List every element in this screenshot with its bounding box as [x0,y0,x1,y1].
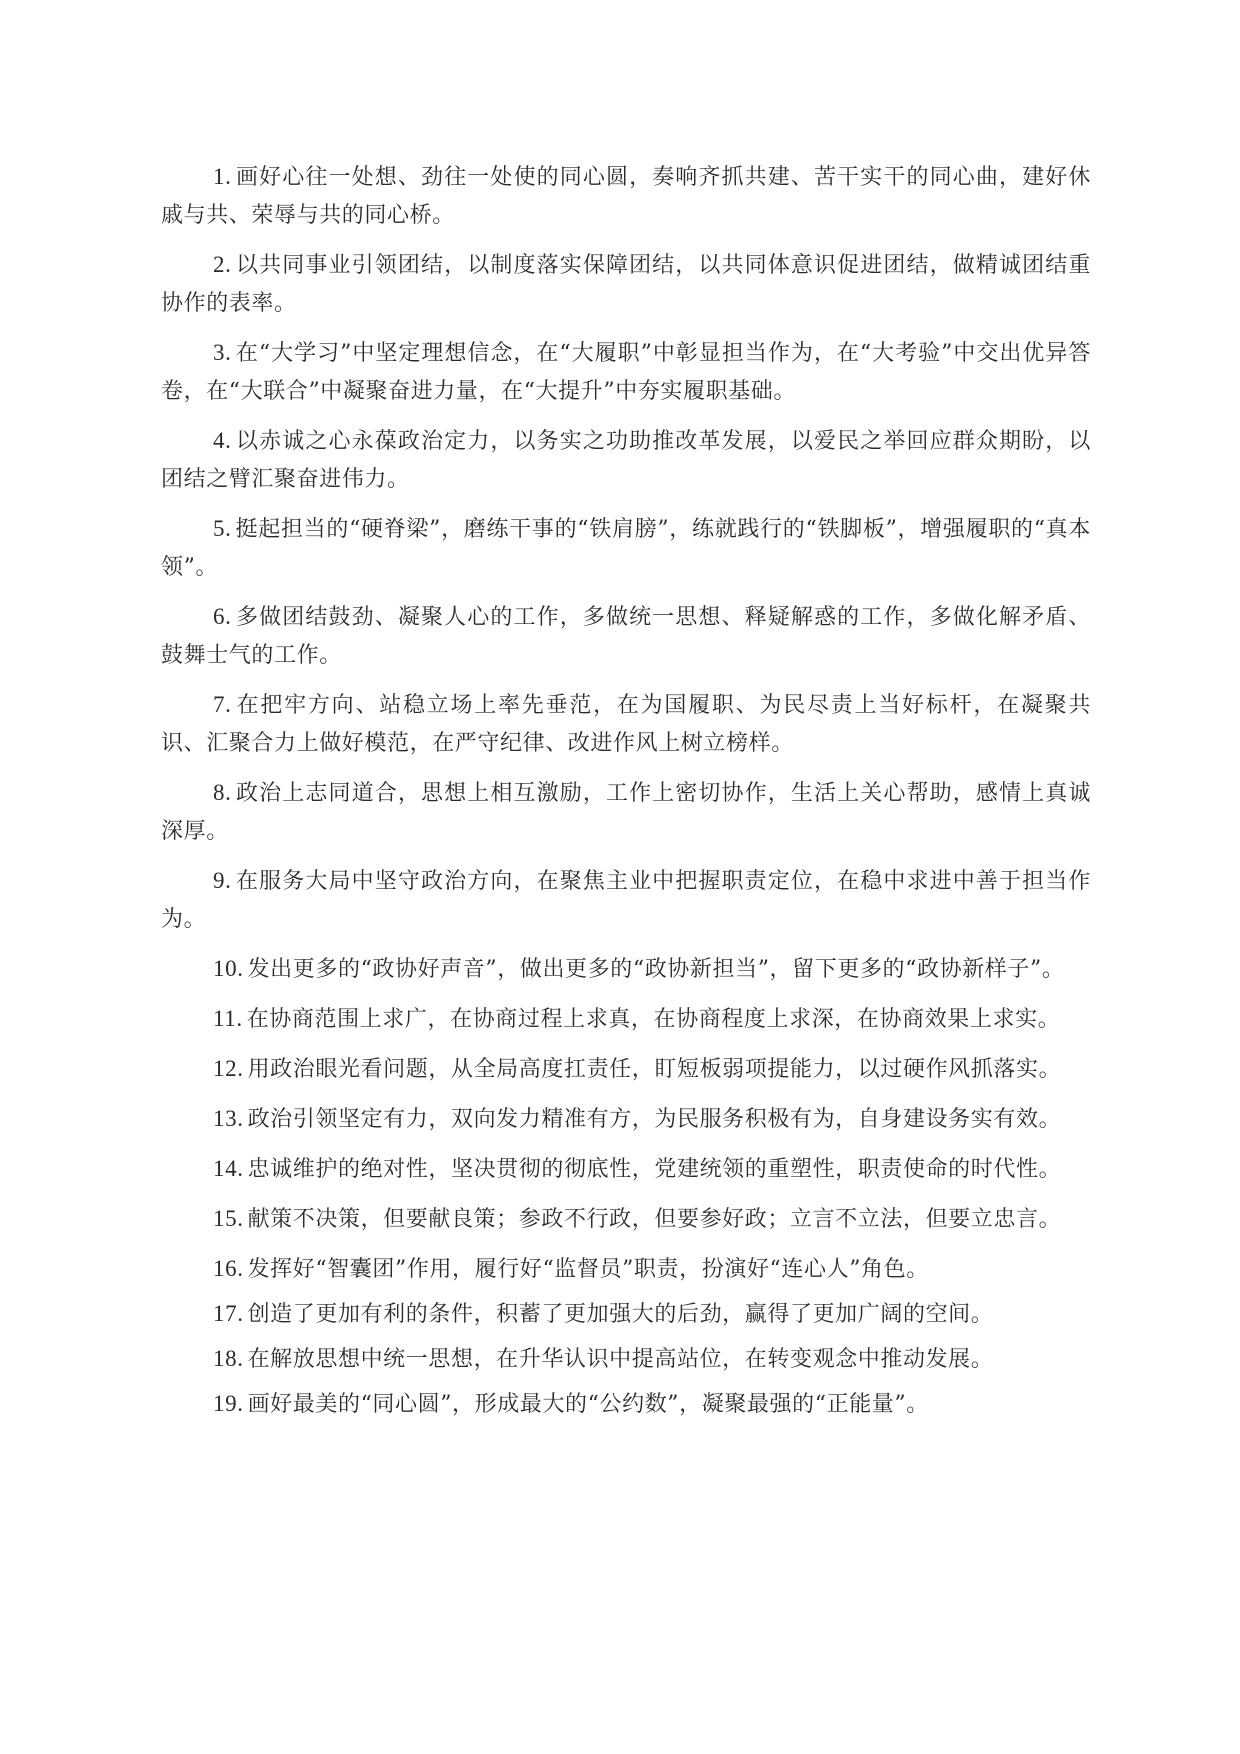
paragraph-number: 7. [213,692,232,717]
paragraph-number: 1. [213,164,232,189]
paragraph-number: 17. [213,1301,244,1326]
paragraph-number: 10. [213,956,244,981]
paragraph-number: 18. [213,1346,244,1371]
paragraph-text: 画好最美的“同心圆”，形成最大的“公约数”，凝聚最强的“正能量”。 [247,1392,929,1417]
paragraph-text: 在协商范围上求广，在协商过程上求真，在协商程度上求深，在协商效果上求实。 [246,1007,1061,1032]
paragraph-5 [161,510,1091,587]
paragraph-text: 在解放思想中统一思想，在升华认识中提高站位，在转变观念中推动发展。 [247,1347,994,1372]
paragraph-17 [161,1295,1091,1334]
paragraph-13 [161,1100,1091,1139]
paragraph-number: 13. [213,1106,244,1131]
paragraph-text: 献策不决策，但要献良策；参政不行政，但要参好政；立言不立法，但要立忠言。 [247,1207,1062,1232]
paragraph-text: 用政治眼光看问题，从全局高度扛责任，盯短板弱项提能力，以过硬作风抓落实。 [247,1057,1062,1082]
paragraph-number: 8. [213,780,232,805]
paragraph-number: 5. [213,516,232,541]
paragraph-18 [161,1340,1091,1379]
paragraph-number: 4. [213,428,232,453]
paragraph-11 [161,1000,1091,1039]
paragraph-2 [161,246,1091,323]
paragraph-number: 3. [213,340,232,365]
paragraph-text: 多做团结鼓劲、凝聚人心的工作，多做统一思想、释疑解惑的工作，多做化解矛盾、鼓舞士气的工作。 [161,605,1091,668]
paragraph-text: 在“大学习”中坚定理想信念，在“大履职”中彰显担当作为，在“大考验”中交出优异答卷，在“大联合”中凝聚奋进力量，在“大提升”中夯实履职基础。 [161,341,1091,404]
paragraph-text: 政治上志同道合，思想上相互激励，工作上密切协作，生活上关心帮助，感情上真诚深厚。 [161,781,1091,844]
paragraph-3 [161,334,1091,411]
paragraph-9 [161,862,1091,939]
paragraph-number: 2. [213,252,232,277]
paragraph-number: 16. [213,1256,244,1281]
paragraph-1 [161,158,1091,235]
paragraph-number: 19. [213,1391,244,1416]
paragraph-text: 挺起担当的“硬脊梁”，磨练干事的“铁肩膀”，练就践行的“铁脚板”，增强履职的“真本领”。 [161,517,1091,580]
paragraph-text: 政治引领坚定有力，双向发力精准有方，为民服务积极有为，自身建设务实有效。 [247,1107,1062,1132]
paragraph-text: 以赤诚之心永葆政治定力，以务实之功助推改革发展，以爱民之举回应群众期盼，以团结之臂汇聚奋进伟力。 [161,429,1091,492]
paragraph-text: 发出更多的“政协好声音”，做出更多的“政协新担当”，留下更多的“政协新样子”。 [247,957,1065,982]
paragraph-7 [161,686,1091,763]
paragraph-text: 以共同事业引领团结，以制度落实保障团结，以共同体意识促进团结，做精诚团结重协作的表率。 [161,253,1091,316]
paragraph-number: 14. [213,1156,244,1181]
paragraph-14 [161,1150,1091,1189]
paragraph-8 [161,774,1091,851]
paragraph-number: 15. [213,1206,244,1231]
paragraph-12 [161,1050,1091,1089]
paragraph-number: 6. [213,604,232,629]
paragraph-text: 创造了更加有利的条件，积蓄了更加强大的后劲，赢得了更加广阔的空间。 [247,1302,994,1327]
paragraph-text: 在把牢方向、站稳立场上率先垂范，在为国履职、为民尽责上当好标杆，在凝聚共识、汇聚合力上做好模范，在严守纪律、改进作风上树立榜样。 [161,693,1091,756]
paragraph-15 [161,1200,1091,1239]
paragraph-6 [161,598,1091,675]
paragraph-text: 画好心往一处想、劲往一处使的同心圆，奏响齐抓共建、苦干实干的同心曲，建好休戚与共、荣辱与共的同心桥。 [161,165,1091,228]
paragraph-10 [161,950,1091,989]
paragraph-number: 12. [213,1056,244,1081]
paragraph-text: 忠诚维护的绝对性，坚决贯彻的彻底性，党建统领的重塑性，职责使命的时代性。 [247,1157,1062,1182]
document-body [161,158,1091,1430]
paragraph-number: 11. [213,1006,243,1031]
paragraph-19 [161,1385,1091,1424]
paragraph-16 [161,1250,1091,1289]
paragraph-text: 发挥好“智囊团”作用，履行好“监督员”职责，扮演好“连心人”角色。 [247,1257,929,1282]
paragraph-4 [161,422,1091,499]
paragraph-number: 9. [213,868,232,893]
paragraph-text: 在服务大局中坚守政治方向，在聚焦主业中把握职责定位，在稳中求进中善于担当作为。 [161,869,1091,932]
